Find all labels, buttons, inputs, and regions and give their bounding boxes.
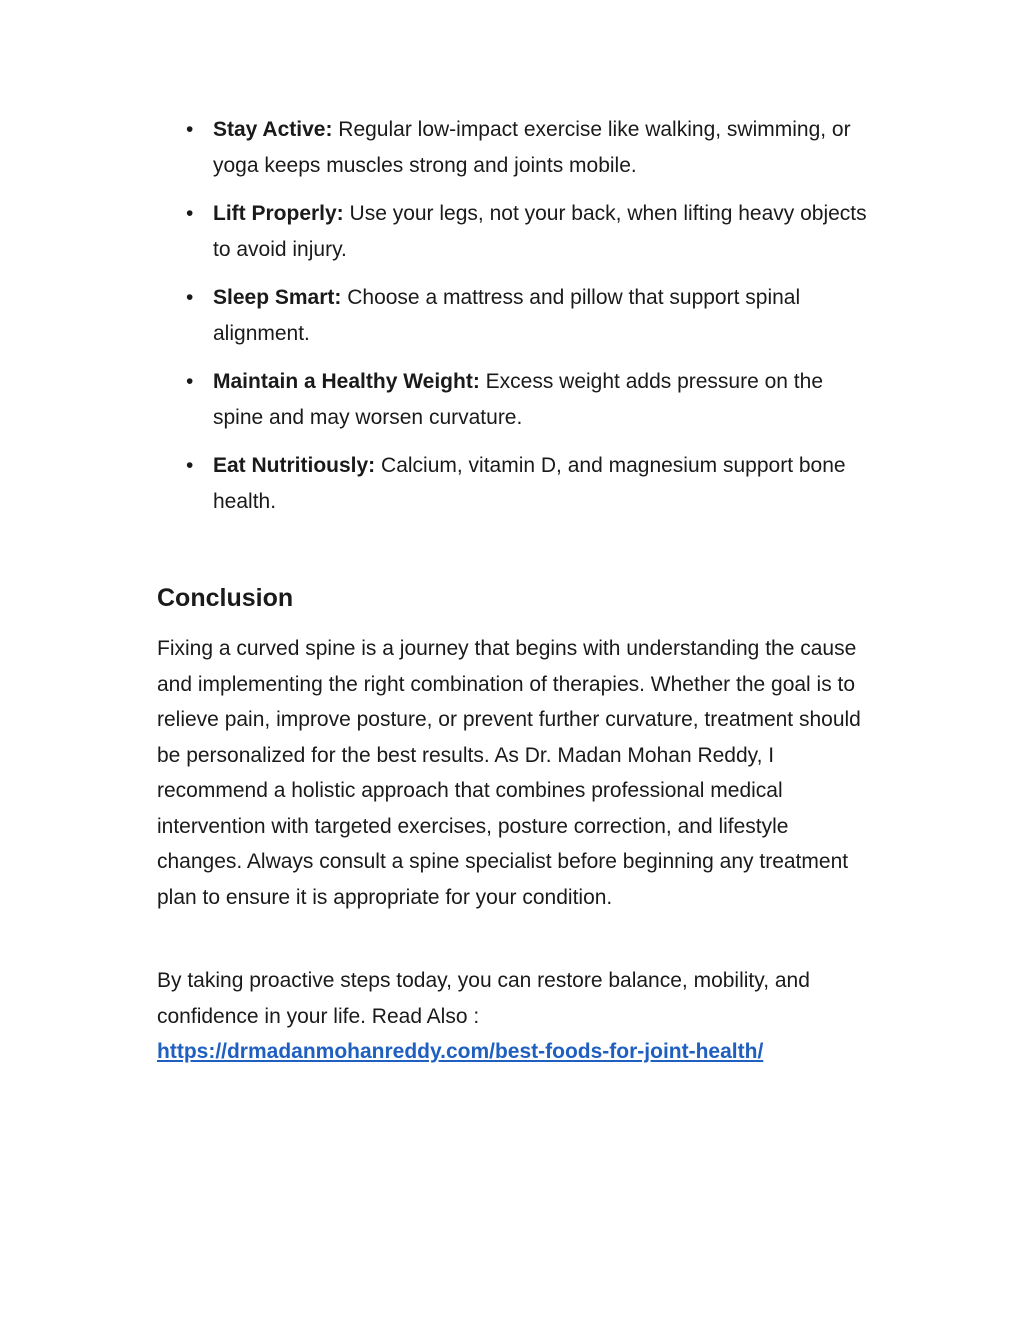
read-also-link[interactable]: https://drmadanmohanreddy.com/best-foods-for-joint-health/ [157,1040,764,1063]
list-item [158,196,878,267]
tip-text: Excess weight adds pressure on the spine and may worsen curvature. [213,370,824,429]
closing-paragraph [157,963,877,1070]
tip-text: Choose a mattress and pillow that support spinal alignment. [213,286,801,345]
bullet-icon: • [186,118,194,141]
conclusion-paragraph: Fixing a curved spine is a journey that begins with understanding the cause and implementing the right combination of therapies. Whether the goal is to relieve pain, improve posture, or prevent further curvature, treatment should be personalized for the best results. As Dr. Madan Mohan Reddy, I recommend a holistic approach that combines professional medical intervention with targeted exercises, posture correction, and lifestyle changes. Always consult a spine specialist before beginning any treatment plan to ensure it is appropriate for your condition. [157,637,861,909]
list-item [158,280,878,351]
bullet-icon: • [186,454,194,477]
tip-title: Stay Active: [213,118,333,141]
tips-list [158,112,878,532]
conclusion-heading: Conclusion [157,584,294,612]
tip-title: Sleep Smart: [213,286,342,309]
tip-title: Lift Properly: [213,202,344,225]
list-item [158,448,878,519]
tip-title: Maintain a Healthy Weight: [213,370,480,393]
bullet-icon: • [186,286,194,309]
tip-text: Use your legs, not your back, when lifting heavy objects to avoid injury. [213,202,867,261]
bullet-icon: • [186,202,194,225]
list-item [158,112,878,183]
tip-text: Calcium, vitamin D, and magnesium support bone health. [213,454,846,513]
list-item [158,364,878,435]
closing-text: By taking proactive steps today, you can restore balance, mobility, and confidence in your life. Read Also : [157,969,810,1028]
bullet-icon: • [186,370,194,393]
tip-text: Regular low-impact exercise like walking, swimming, or yoga keeps muscles strong and joints mobile. [213,118,851,177]
tip-title: Eat Nutritiously: [213,454,376,477]
